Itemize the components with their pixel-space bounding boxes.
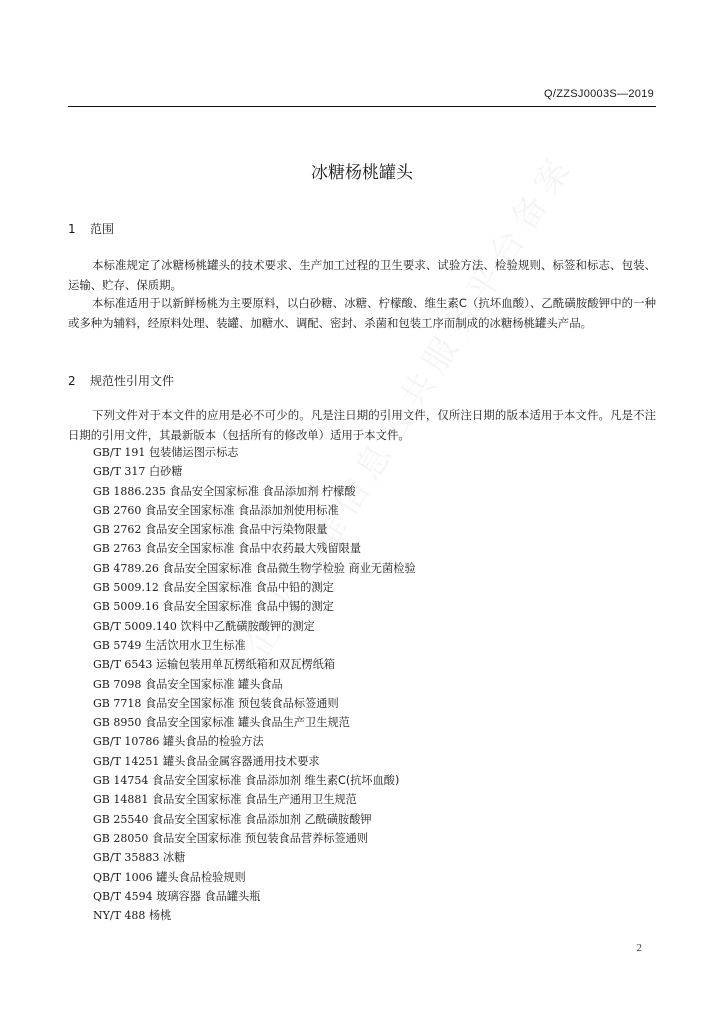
reference-item [93, 637, 416, 656]
reference-item [93, 676, 416, 695]
section-title: 规范性引用文件 [90, 374, 175, 388]
reference-item [93, 560, 416, 579]
reference-code: GB 2763 [93, 542, 142, 556]
reference-code: GB 2762 [93, 523, 142, 537]
reference-item [93, 502, 416, 521]
paragraph: 本标准适用于以新鲜杨桃为主要原料，以白砂糖、冰糖、柠檬酸、维生素C（抗坏血酸）、乙酰磺胺酸钾中的一种或多种为辅料，经原料处理、装罐、加糖水、调配、密封、杀菌和包装工序而制成的冰糖杨桃罐头产品。 [68, 296, 656, 330]
reference-code: GB 5749 [93, 638, 142, 652]
reference-code: GB 14881 [93, 793, 149, 807]
reference-title: 包装储运图示标志 [148, 446, 239, 459]
reference-title: 罐头食品检验规则 [156, 870, 246, 884]
header-rule [68, 106, 656, 107]
reference-code: GB 5009.16 [93, 600, 159, 614]
reference-item [93, 598, 416, 617]
reference-code: GB 28050 [93, 831, 149, 845]
reference-title: 杨桃 [148, 909, 172, 923]
reference-title: 白砂糖 [148, 465, 183, 479]
reference-item [93, 521, 416, 540]
reference-title: 生活饮用水卫生标准 [144, 638, 246, 652]
reference-title: 玻璃容器 食品罐头瓶 [156, 889, 261, 903]
reference-code: QB/T 4594 [93, 889, 153, 903]
reference-title: 食品安全国家标准 食品生产通用卫生规范 [151, 793, 357, 807]
page-title: 冰糖杨桃罐头 [311, 163, 413, 183]
reference-title: 食品安全国家标准 食品中锡的测定 [162, 600, 334, 614]
reference-title: 食品安全国家标准 食品添加剂 柠檬酸 [169, 484, 356, 498]
reference-item [93, 830, 416, 849]
reference-item [93, 849, 416, 868]
reference-title: 运输包装用单瓦楞纸箱和双瓦楞纸箱 [155, 658, 335, 672]
reference-code: GB 7098 [93, 677, 142, 691]
section-heading-scope [68, 220, 114, 237]
reference-code: GB 2760 [93, 503, 142, 517]
reference-code: GB/T 191 [93, 446, 146, 459]
reference-title: 罐头食品金属容器通用技术要求 [162, 754, 320, 768]
reference-item [93, 656, 416, 675]
reference-title: 食品安全国家标准 罐头食品 [144, 677, 283, 691]
reference-code: GB 7718 [93, 696, 142, 710]
reference-code: GB/T 10786 [93, 735, 160, 749]
reference-item [93, 772, 416, 791]
document-code: Q/ZZSJ0003S—2019 [544, 88, 654, 100]
reference-code: GB/T 14251 [93, 754, 160, 768]
reference-title: 食品安全国家标准 食品中农药最大残留限量 [144, 542, 362, 556]
reference-code: QB/T 1006 [93, 870, 153, 884]
reference-title: 食品安全国家标准 食品添加剂 乙酰磺胺酸钾 [151, 812, 372, 826]
reference-code: GB 5009.12 [93, 581, 159, 595]
reference-title: 食品安全国家标准 食品添加剂使用标准 [144, 503, 339, 517]
section-title: 范围 [90, 222, 115, 236]
reference-item [93, 811, 416, 830]
reference-item [93, 579, 416, 598]
reference-item [93, 618, 416, 637]
section-number: 1 [68, 222, 76, 236]
reference-item [93, 791, 416, 810]
reference-item [93, 483, 416, 502]
reference-code: GB 14754 [93, 774, 149, 788]
paragraph: 下列文件对于本文件的应用是必不可少的。凡是注日期的引用文件，仅所注日期的版本适用于本文件。凡是不注日期的引用文件，其最新版本（包括所有的修改单）适用于本文件。 [68, 408, 656, 442]
reference-code: GB 4789.26 [93, 561, 159, 575]
reference-code: NY/T 488 [93, 909, 146, 923]
reference-code: GB/T 317 [93, 465, 146, 479]
reference-title: 食品安全国家标准 食品中铅的测定 [162, 581, 334, 595]
reference-item [93, 907, 416, 926]
reference-title: 食品安全国家标准 预包装食品标签通则 [144, 696, 339, 710]
reference-title: 食品安全国家标准 食品中污染物限量 [144, 523, 328, 537]
reference-item [93, 444, 416, 463]
reference-item [93, 888, 416, 907]
reference-title: 食品安全国家标准 食品添加剂 维生素C(抗坏血酸) [151, 774, 400, 788]
reference-code: GB 8950 [93, 716, 142, 730]
reference-item [93, 540, 416, 559]
section-heading-normative-references [68, 372, 174, 389]
reference-item [93, 869, 416, 888]
reference-code: GB 1886.235 [93, 484, 166, 498]
reference-item [93, 695, 416, 714]
reference-title: 饮料中乙酰磺胺酸钾的测定 [180, 619, 315, 633]
reference-code: GB/T 5009.140 [93, 619, 177, 633]
section-number: 2 [68, 374, 76, 388]
reference-item [93, 714, 416, 733]
reference-title: 冰糖 [162, 851, 186, 865]
reference-item [93, 463, 416, 482]
reference-list [93, 444, 416, 926]
reference-code: GB/T 6543 [93, 658, 153, 672]
reference-title: 罐头食品的检验方法 [162, 735, 264, 749]
paragraph: 本标准规定了冰糖杨桃罐头的技术要求、生产加工过程的卫生要求、试验方法、检验规则、标签和标志、包装、运输、贮存、保质期。 [68, 258, 656, 292]
reference-code: GB 25540 [93, 812, 149, 826]
reference-code: GB/T 35883 [93, 851, 160, 865]
reference-item [93, 753, 416, 772]
reference-title: 食品安全国家标准 罐头食品生产卫生规范 [144, 716, 350, 730]
reference-item [93, 733, 416, 752]
page-number: 2 [636, 942, 642, 954]
reference-title: 食品安全国家标准 食品微生物学检验 商业无菌检验 [162, 561, 416, 575]
reference-title: 食品安全国家标准 预包装食品营养标签通则 [151, 831, 369, 845]
